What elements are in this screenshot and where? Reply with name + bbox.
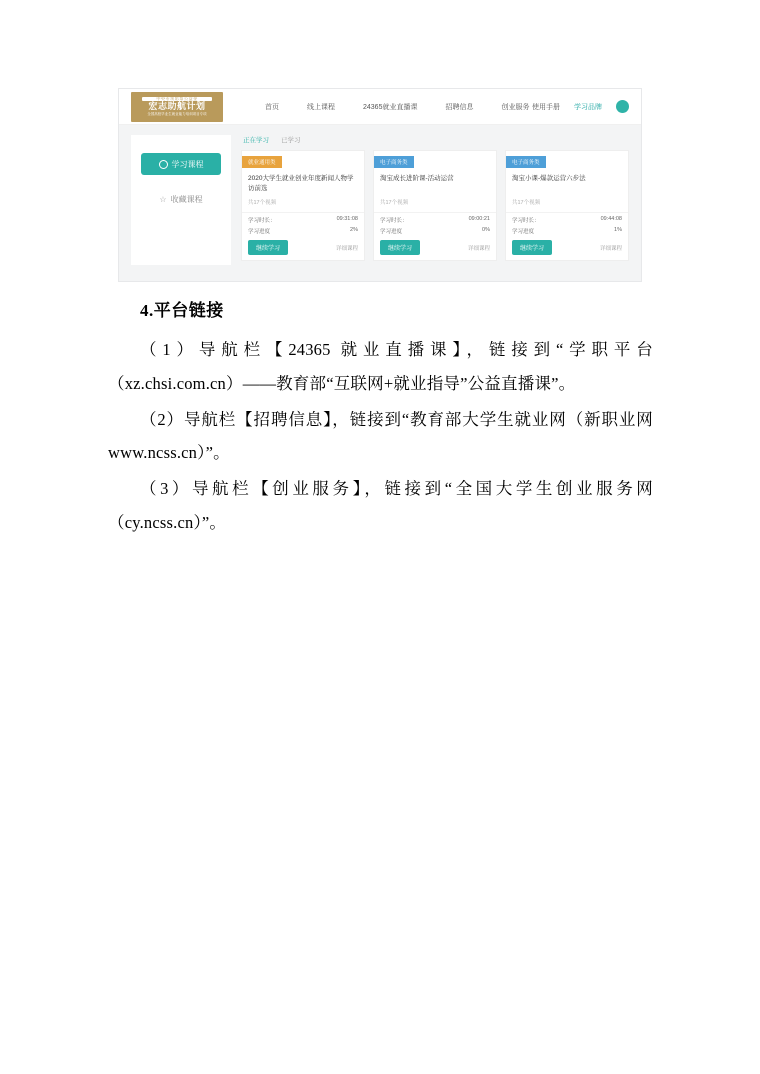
course-duration-value: 09:31:08	[336, 216, 358, 222]
header-right-actions	[532, 100, 629, 113]
nav-item-my-study[interactable]: 学习品牌	[574, 103, 602, 111]
nav-item-home[interactable]: 首页	[265, 103, 279, 111]
sidebar-item-label: 收藏课程	[170, 194, 203, 204]
course-progress-value: 1%	[614, 227, 622, 233]
site-header	[119, 89, 641, 125]
logo-main-text: 宏志助航计划	[148, 101, 206, 112]
course-duration-label: 学习时长：	[512, 218, 540, 224]
site-body	[119, 125, 641, 281]
course-progress-row	[374, 224, 496, 235]
course-progress-label: 学习进度	[380, 229, 403, 235]
course-card[interactable]	[505, 150, 629, 261]
course-duration-row	[242, 213, 364, 224]
continue-study-button[interactable]: 继续学习	[248, 240, 288, 255]
course-duration-value: 09:44:08	[600, 216, 622, 222]
course-category-tag: 就业通用类	[242, 156, 282, 168]
course-progress-value: 2%	[350, 227, 358, 233]
course-progress-label: 学习进度	[248, 229, 271, 235]
course-duration-label: 学习时长：	[380, 218, 408, 224]
course-video-count: 共17个视频	[242, 194, 364, 213]
course-progress-label: 学习进度	[512, 229, 535, 235]
nav-item-manual[interactable]: 使用手册	[532, 103, 560, 111]
course-tabs	[241, 135, 629, 144]
course-title: 淘宝小课-爆款运营六步法	[512, 175, 586, 182]
play-circle-icon	[159, 160, 168, 169]
continue-study-button[interactable]: 继续学习	[380, 240, 420, 255]
course-duration-row	[374, 213, 496, 224]
logo-sub-text: 全国高校毕业生就业能力培训项目专项	[147, 111, 207, 116]
nav-item-24365-live[interactable]: 24365就业直播课	[363, 103, 418, 111]
course-title: 淘宝成长进阶课-活动运营	[380, 175, 454, 182]
course-video-count: 共17个视频	[374, 194, 496, 213]
continue-study-button[interactable]: 继续学习	[512, 240, 552, 255]
avatar[interactable]	[616, 100, 629, 113]
course-progress-row	[242, 224, 364, 235]
nav-item-startup-service[interactable]: 创业服务	[501, 103, 530, 111]
section-heading: 4.平台链接	[140, 301, 224, 320]
nav-item-recruitment[interactable]: 招聘信息	[445, 103, 474, 111]
star-icon: ☆	[159, 194, 167, 204]
nav-item-online-courses[interactable]: 线上课程	[307, 103, 335, 111]
course-category-tag: 电子商务类	[374, 156, 414, 168]
paragraph-2: （2）导航栏【招聘信息】，链接到“教育部大学生就业网（新职业网 www.ncss.cn）”。	[108, 409, 653, 463]
course-card-footer	[374, 235, 496, 255]
sidebar-item-favorite-courses[interactable]	[141, 189, 221, 209]
sidebar	[131, 135, 231, 265]
tab-in-progress[interactable]: 正在学习	[243, 137, 269, 144]
site-logo[interactable]	[131, 92, 223, 122]
sidebar-item-study-courses[interactable]	[141, 153, 221, 175]
course-video-count: 共17个视频	[506, 194, 628, 213]
paragraph-1: （1）导航栏【24365 就业直播课】，链接到“学职平台（xz.chsi.com.cn）——教育部“互联网+就业指导”公益直播课”。	[108, 340, 653, 393]
course-card-list	[241, 150, 629, 261]
logo-top-banner: 中央专项彩票公益金	[142, 97, 212, 101]
course-card[interactable]	[241, 150, 365, 261]
course-card[interactable]	[373, 150, 497, 261]
course-category-tag: 电子商务类	[506, 156, 546, 168]
paragraph-3: （3）导航栏【创业服务】，链接到“全国大学生创业服务网（cy.ncss.cn）”。	[108, 479, 653, 533]
course-duration-value: 09:00:21	[468, 216, 490, 222]
course-progress-value: 0%	[482, 227, 490, 233]
tab-completed[interactable]: 已学习	[281, 137, 301, 144]
platform-screenshot-figure	[118, 88, 642, 282]
course-duration-label: 学习时长：	[248, 218, 276, 224]
course-detail-link[interactable]: 详细课程	[467, 245, 490, 252]
sidebar-item-label: 学习课程	[171, 159, 204, 169]
course-detail-link[interactable]: 详细课程	[335, 245, 358, 252]
course-card-footer	[242, 235, 364, 255]
content-column	[241, 135, 629, 281]
course-title: 2020大学生就业创业年度新闻人物学访前选	[248, 175, 354, 192]
course-duration-row	[506, 213, 628, 224]
document-body	[108, 296, 653, 542]
course-progress-row	[506, 224, 628, 235]
course-detail-link[interactable]: 详细课程	[599, 245, 622, 252]
course-card-footer	[506, 235, 628, 255]
main-nav	[265, 102, 529, 112]
